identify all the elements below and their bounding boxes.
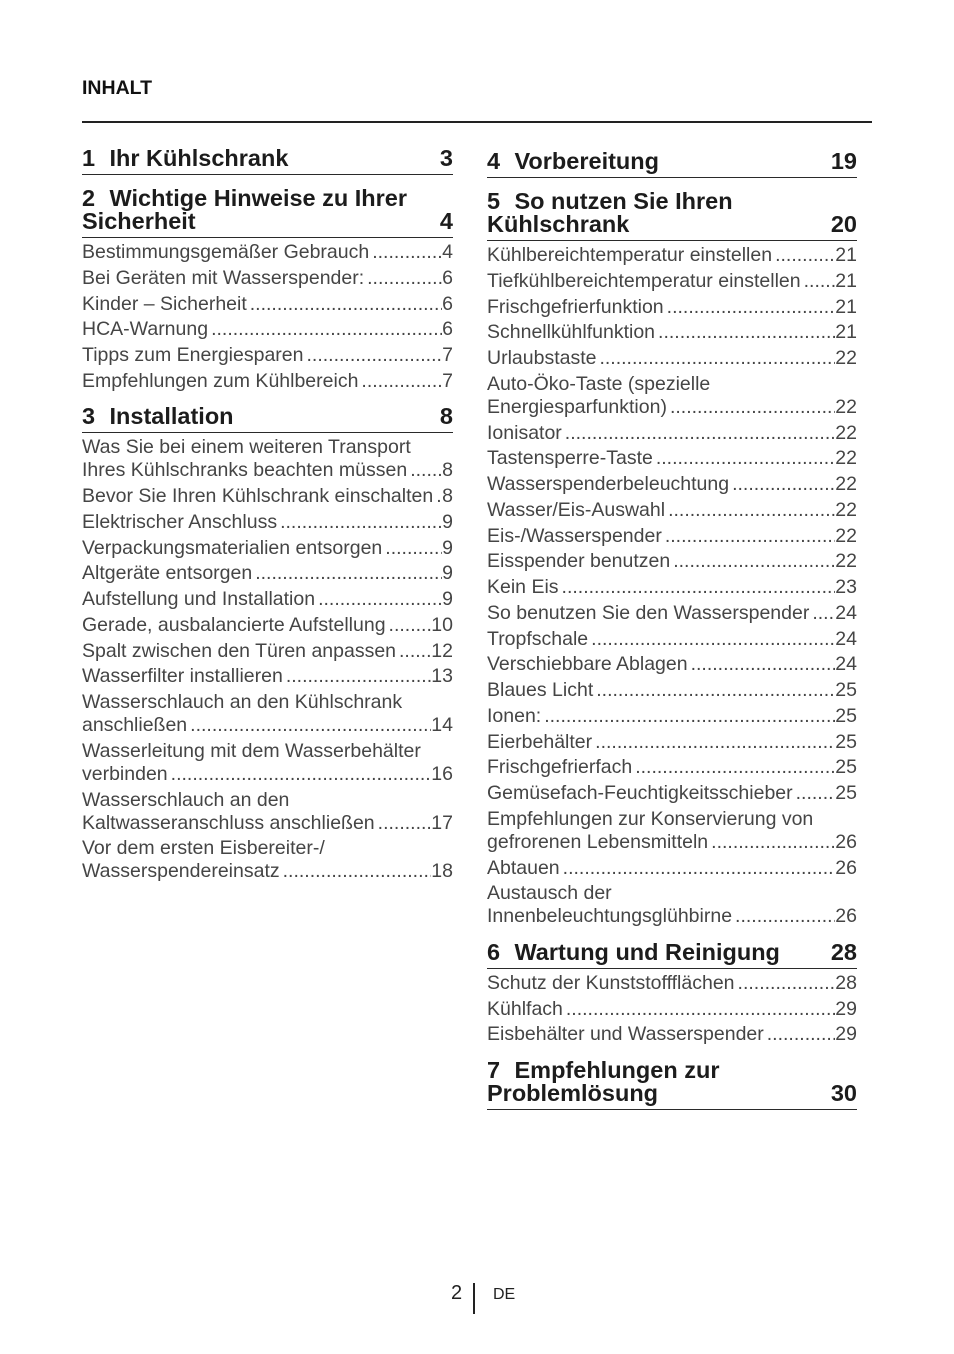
- entry-page-number: 26: [835, 856, 857, 879]
- dot-leader: [588, 628, 835, 651]
- entry-page-number: 22: [835, 473, 857, 495]
- entry-title: Kein Eis: [487, 576, 559, 598]
- toc-entry: [82, 318, 453, 341]
- toc-entry: [487, 373, 857, 419]
- entry-title: So benutzen Sie den Wasserspender: [487, 601, 810, 624]
- entry-last-line: [487, 396, 857, 419]
- header-rule: [82, 121, 872, 123]
- toc-entry: [82, 537, 453, 560]
- dot-leader: [563, 998, 835, 1021]
- entry-title: Verschiebbare Ablagen: [487, 653, 688, 676]
- entry-page-number: 18: [431, 860, 453, 883]
- entry-title: Urlaubstaste: [487, 347, 597, 369]
- section-title: Vorbereitung: [514, 147, 659, 174]
- dot-leader: [375, 812, 432, 835]
- dot-leader: [670, 550, 835, 573]
- entry-last-line: [82, 459, 453, 482]
- entry-page-number: 6: [442, 266, 453, 289]
- entry-page-number: 22: [835, 395, 857, 418]
- entry-title: Austausch der: [487, 882, 612, 905]
- entry-title: Frischgefrierfunktion: [487, 295, 664, 318]
- section-heading: [487, 190, 857, 241]
- entry-page-number: 9: [442, 562, 453, 585]
- entry-last-line: [82, 763, 453, 786]
- entry-title-continued: gefrorenen Lebensmitteln: [487, 830, 709, 853]
- toc-entry: [82, 293, 453, 316]
- dot-leader: [562, 422, 836, 445]
- entry-page-number: 26: [835, 905, 857, 928]
- entry-title: Ionisator: [487, 421, 562, 444]
- dot-leader: [433, 485, 442, 508]
- toc-entry: [487, 679, 857, 702]
- entry-page-number: 9: [442, 536, 453, 559]
- section-heading-line: [487, 190, 857, 213]
- section-page-number: 8: [439, 403, 453, 430]
- entry-title-continued: Innenbeleuchtungsglühbirne: [487, 905, 733, 928]
- section-title: Ihr Kühlschrank: [109, 144, 289, 171]
- toc-entry: [487, 270, 857, 293]
- entry-title: Bevor Sie Ihren Kühlschrank einschalten: [82, 485, 434, 507]
- entry-page-number: 26: [835, 830, 857, 853]
- section-heading-line: [82, 144, 453, 171]
- entry-title: Aufstellung und Installation: [82, 588, 316, 610]
- section-heading-line: [82, 210, 453, 233]
- section-entries: [487, 244, 857, 928]
- toc-entry: [82, 837, 453, 883]
- toc-section-5: [487, 190, 857, 928]
- toc-entry: [487, 347, 857, 370]
- toc-entry: [82, 614, 453, 637]
- dot-leader: [772, 244, 835, 267]
- dot-leader: [277, 511, 442, 534]
- section-title-continued: Problemlösung: [487, 1079, 659, 1106]
- entry-title-continued: verbinden: [82, 762, 168, 785]
- section-heading: [487, 1056, 857, 1110]
- section-title: So nutzen Sie Ihren: [514, 188, 733, 214]
- toc-entry: [487, 447, 857, 470]
- entry-title: Elektrischer Anschluss: [82, 510, 278, 533]
- entry-title: Wasserfilter installieren: [82, 665, 283, 688]
- section-heading-line: [82, 405, 453, 428]
- section-title-continued: Sicherheit: [82, 208, 196, 234]
- entry-page-number: 21: [835, 244, 857, 266]
- dot-leader: [801, 270, 836, 293]
- section-number: 4: [487, 147, 501, 174]
- section-title: Wartung und Reinigung: [514, 938, 780, 965]
- entry-title-continued: Ihres Kühlschranks beachten müssen: [82, 459, 408, 482]
- section-heading-line: [82, 187, 453, 210]
- toc-entry: [487, 857, 857, 880]
- section-page-number: 20: [830, 211, 857, 237]
- section-entries: [487, 972, 857, 1047]
- toc-column-right: [487, 147, 857, 1123]
- toc-entry: [487, 808, 857, 854]
- entry-page-number: 22: [835, 550, 857, 573]
- toc-entry: [487, 499, 857, 522]
- section-title: Wichtige Hinweise zu Ihrer: [109, 185, 408, 211]
- entry-page-number: 25: [835, 782, 857, 804]
- toc-entry: [487, 998, 857, 1021]
- entry-title: Schnellkühlfunktion: [487, 321, 656, 344]
- dot-leader: [665, 499, 835, 522]
- toc-entry: [487, 525, 857, 548]
- entry-title: Spalt zwischen den Türen anpassen: [82, 639, 397, 662]
- entry-page-number: 24: [835, 627, 857, 650]
- toc-entry: [82, 511, 453, 534]
- toc-column-left: [82, 144, 453, 896]
- dot-leader: [732, 905, 835, 928]
- entry-page-number: 8: [442, 459, 453, 482]
- section-heading: [82, 144, 453, 175]
- toc-entry: [487, 321, 857, 344]
- entry-page-number: 25: [835, 756, 857, 779]
- dot-leader: [653, 447, 835, 470]
- entry-title: Empfehlungen zur Konservierung von: [487, 807, 814, 830]
- entry-title: Wasserschlauch an den Kühlschrank: [82, 691, 403, 713]
- toc-entry: [487, 653, 857, 676]
- entry-page-number: 9: [442, 510, 453, 533]
- dot-leader: [407, 459, 442, 482]
- toc-entry: [82, 344, 453, 367]
- section-number: 3: [82, 403, 96, 430]
- entry-title-continued: Kaltwasseranschluss anschließen: [82, 811, 375, 834]
- entry-last-line: [82, 714, 453, 737]
- entry-page-number: 10: [431, 613, 453, 636]
- section-number: 6: [487, 938, 501, 965]
- dot-leader: [280, 860, 432, 883]
- entry-page-number: 9: [442, 588, 453, 610]
- toc-entry: [82, 789, 453, 835]
- entry-title-continued: Wasserspendereinsatz: [82, 860, 280, 883]
- dot-leader: [688, 653, 836, 676]
- section-heading-line: [487, 147, 857, 174]
- section-page-number: 30: [830, 1079, 857, 1106]
- entry-title: Frischgefrierfach: [487, 756, 633, 779]
- dot-leader: [729, 473, 835, 496]
- entry-title: Tipps zum Energiesparen: [82, 344, 304, 366]
- entry-page-number: 22: [835, 421, 857, 444]
- entry-page-number: 21: [835, 269, 857, 292]
- entry-page-number: 24: [835, 653, 857, 676]
- section-number: 7: [487, 1056, 501, 1083]
- dot-leader: [662, 525, 835, 548]
- entry-title: Schutz der Kunststoffflächen: [487, 971, 735, 994]
- entry-title-continued: anschließen: [82, 714, 188, 736]
- entry-title: Vor dem ersten Eisbereiter-/: [82, 837, 325, 860]
- dot-leader: [369, 241, 442, 264]
- section-title-continued: Kühlschrank: [487, 211, 630, 237]
- entry-title: Eisspender benutzen: [487, 550, 671, 573]
- entry-page-number: 25: [835, 679, 857, 701]
- entry-page-number: 29: [835, 1023, 857, 1046]
- dot-leader: [247, 293, 442, 316]
- section-heading-line: [487, 938, 857, 965]
- toc-entry: [487, 473, 857, 496]
- toc-entry: [487, 602, 857, 625]
- entry-page-number: 17: [431, 811, 453, 834]
- section-heading-line: [487, 1079, 857, 1106]
- entry-title: Ionen:: [487, 704, 542, 727]
- entry-page-number: 6: [442, 318, 453, 341]
- entry-page-number: 25: [835, 730, 857, 753]
- dot-leader: [632, 756, 835, 779]
- section-heading-line: [487, 1056, 857, 1083]
- section-page-number: 19: [830, 147, 857, 174]
- dot-leader: [208, 318, 442, 341]
- footer-page-number: 2: [451, 1282, 463, 1304]
- section-number: 5: [487, 188, 501, 214]
- toc-entry: [487, 1023, 857, 1046]
- dot-leader: [560, 857, 836, 880]
- entry-title: Empfehlungen zum Kühlbereich: [82, 369, 359, 392]
- section-heading: [82, 405, 453, 433]
- section-entries: [82, 436, 453, 883]
- toc-entry: [487, 972, 857, 995]
- toc-entry: [487, 296, 857, 319]
- entry-title: Abtauen: [487, 856, 560, 879]
- entry-title: Altgeräte entsorgen: [82, 562, 253, 585]
- entry-page-number: 22: [835, 447, 857, 470]
- entry-title: Verpackungsmaterialien entsorgen: [82, 536, 383, 559]
- toc-entry: [487, 882, 857, 928]
- dot-leader: [168, 763, 432, 786]
- entry-title: HCA-Warnung: [82, 318, 209, 341]
- section-page-number: 4: [439, 208, 453, 234]
- dot-leader: [593, 679, 835, 702]
- entry-title-continued: Energiesparfunktion): [487, 395, 667, 418]
- entry-last-line: [82, 812, 453, 835]
- section-title: Empfehlungen zur: [514, 1056, 720, 1083]
- dot-leader: [793, 782, 836, 805]
- toc-entry: [82, 436, 453, 482]
- toc-entry: [487, 550, 857, 573]
- section-page-number: 28: [830, 938, 857, 965]
- dot-leader: [187, 714, 431, 737]
- dot-leader: [386, 614, 432, 637]
- dot-leader: [764, 1023, 836, 1046]
- entry-page-number: 14: [431, 714, 453, 736]
- dot-leader: [364, 267, 442, 290]
- entry-page-number: 13: [431, 665, 453, 688]
- entry-last-line: [487, 905, 857, 928]
- entry-title: Eierbehälter: [487, 730, 593, 753]
- toc-entry: [82, 241, 453, 264]
- toc-entry: [82, 588, 453, 611]
- footer-divider: [473, 1283, 475, 1314]
- toc-entry: [82, 370, 453, 393]
- section-title: Installation: [109, 403, 234, 430]
- dot-leader: [303, 344, 442, 367]
- footer-language: DE: [493, 1286, 516, 1303]
- toc-section-6: [487, 938, 857, 1047]
- dot-leader: [559, 576, 836, 599]
- dot-leader: [252, 562, 442, 585]
- entry-page-number: 23: [835, 576, 857, 598]
- entry-title: Bestimmungsgemäßer Gebrauch: [82, 241, 370, 263]
- toc-entry: [82, 562, 453, 585]
- entry-title: Tastensperre-Taste: [487, 447, 653, 470]
- dot-leader: [283, 665, 431, 688]
- entry-title: Auto-Öko-Taste (spezielle: [487, 372, 711, 395]
- entry-page-number: 29: [835, 997, 857, 1020]
- toc-entry: [487, 576, 857, 599]
- entry-title: Kühlbereichtemperatur einstellen: [487, 244, 773, 266]
- section-heading-line: [487, 213, 857, 236]
- toc-entry: [487, 782, 857, 805]
- entry-title: Wasser/Eis-Auswahl: [487, 498, 666, 521]
- dot-leader: [596, 347, 835, 370]
- entry-title: Tropfschale: [487, 627, 589, 650]
- section-page-number: 3: [439, 144, 453, 171]
- entry-title: Wasserspenderbeleuchtung: [487, 473, 730, 495]
- entry-title: Blaues Licht: [487, 679, 594, 701]
- entry-page-number: 16: [431, 762, 453, 785]
- entry-title: Bei Geräten mit Wasserspender:: [82, 266, 365, 289]
- toc-entry: [82, 640, 453, 663]
- toc-title: INHALT: [82, 77, 153, 99]
- entry-title: Gerade, ausbalancierte Aufstellung: [82, 613, 386, 636]
- toc-entry: [487, 244, 857, 267]
- entry-page-number: 28: [835, 971, 857, 994]
- entry-page-number: 22: [835, 524, 857, 547]
- entry-last-line: [487, 831, 857, 854]
- entry-page-number: 12: [431, 639, 453, 662]
- entry-page-number: 21: [835, 295, 857, 318]
- dot-leader: [396, 640, 431, 663]
- entry-title: Tiefkühlbereichtemperatur einstellen: [487, 269, 801, 292]
- toc-entry: [487, 756, 857, 779]
- entry-last-line: [82, 860, 453, 883]
- entry-page-number: 24: [835, 601, 857, 624]
- section-heading: [487, 147, 857, 178]
- entry-page-number: 4: [442, 241, 453, 263]
- toc-section-7: [487, 1056, 857, 1110]
- dot-leader: [809, 602, 835, 625]
- entry-title: Was Sie bei einem weiteren Transport: [82, 436, 411, 459]
- entry-page-number: 22: [835, 347, 857, 369]
- entry-page-number: 21: [835, 321, 857, 344]
- entry-title: Wasserleitung mit dem Wasserbehälter: [82, 739, 421, 762]
- toc-section-2: [82, 187, 453, 393]
- toc-entry: [487, 731, 857, 754]
- toc-entry: [82, 740, 453, 786]
- section-entries: [82, 241, 453, 393]
- entry-page-number: 22: [835, 498, 857, 521]
- dot-leader: [708, 831, 835, 854]
- section-number: 1: [82, 144, 96, 171]
- dot-leader: [735, 972, 836, 995]
- dot-leader: [382, 537, 442, 560]
- entry-page-number: 8: [442, 485, 453, 507]
- toc-entry: [487, 628, 857, 651]
- toc-section-4: [487, 147, 857, 178]
- dot-leader: [664, 296, 836, 319]
- dot-leader: [315, 588, 442, 611]
- entry-title: Wasserschlauch an den: [82, 788, 290, 811]
- toc-entry: [82, 485, 453, 508]
- dot-leader: [541, 705, 835, 728]
- entry-page-number: 7: [442, 369, 453, 392]
- entry-title: Kinder – Sicherheit: [82, 292, 247, 315]
- toc-entry: [487, 422, 857, 445]
- entry-title: Gemüsefach-Feuchtigkeitsschieber: [487, 782, 793, 804]
- dot-leader: [667, 396, 835, 419]
- section-number: 2: [82, 185, 96, 211]
- entry-title: Eis-/Wasserspender: [487, 524, 662, 547]
- toc-entry: [82, 665, 453, 688]
- entry-page-number: 25: [835, 704, 857, 727]
- entry-title: Eisbehälter und Wasserspender: [487, 1023, 764, 1046]
- toc-section-1: [82, 144, 453, 175]
- entry-title: Kühlfach: [487, 997, 563, 1020]
- entry-page-number: 6: [442, 292, 453, 315]
- entry-page-number: 7: [442, 344, 453, 366]
- dot-leader: [358, 370, 442, 393]
- dot-leader: [655, 321, 835, 344]
- toc-section-3: [82, 405, 453, 883]
- section-heading: [82, 187, 453, 238]
- dot-leader: [592, 731, 835, 754]
- toc-entry: [82, 267, 453, 290]
- section-heading: [487, 938, 857, 969]
- toc-entry: [82, 691, 453, 737]
- toc-entry: [487, 705, 857, 728]
